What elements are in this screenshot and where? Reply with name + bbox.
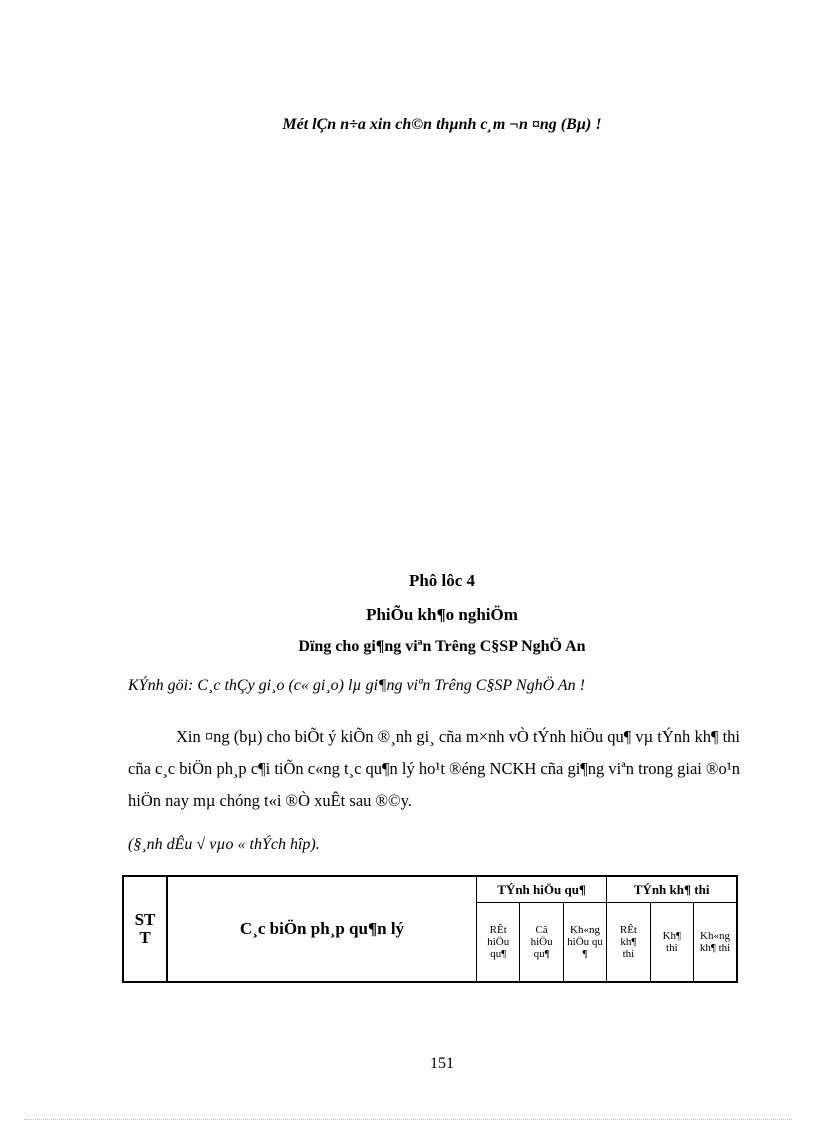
instruction: (§¸nh dÊu √ vµo « thÝch hîp). <box>128 836 320 853</box>
column-stt: STT <box>123 876 167 982</box>
table-header-row <box>123 876 737 903</box>
form-subtitle: Dïng cho gi¶ng viªn Trêng C§SP NghÖ An <box>298 638 586 655</box>
column-measures: C¸c biÖn ph¸p qu¶n lý <box>167 876 477 982</box>
greeting: KÝnh göi: C¸c thÇy gi¸o (c« gi¸o) lµ gi¶ng viªn Trêng C§SP NghÖ An ! <box>128 677 585 694</box>
option-very-effective: RÊt hiÖu qu¶ <box>477 903 520 983</box>
option-feasible: Kh¶ thi <box>650 903 693 983</box>
footer-divider <box>24 1119 792 1120</box>
survey-table <box>122 875 738 983</box>
option-not-effective: Kh«ng hiÖu qu¶ <box>563 903 606 983</box>
option-not-feasible: Kh«ng kh¶ thi <box>694 903 737 983</box>
form-title: PhiÕu kh¶o nghiÖm <box>366 605 518 624</box>
intro-paragraph: Xin ¤ng (bµ) cho biÕt ý kiÕn ®¸nh gi¸ cña m×nh vÒ tÝnh hiÖu qu¶ vµ tÝnh kh¶ thi cña c¸c biÖn ph¸p c¶i tiÕn c«ng t¸c qu¶n lý ho¹t ®éng NCKH cña gi¶ng viªn trong giai ®o¹n hiÖn nay mµ chóng t«i ®Ò xuÊt sau ®©y. <box>128 727 740 810</box>
page-number: 151 <box>430 1055 454 1072</box>
group-effectiveness: TÝnh hiÖu qu¶ <box>477 876 607 903</box>
appendix-title: Phô lôc 4 <box>408 571 476 590</box>
option-effective: Cã hiÖu qu¶ <box>520 903 563 983</box>
group-feasibility: TÝnh kh¶ thi <box>607 876 737 903</box>
closing-thanks: Mét lÇn n÷a xin ch©n thµnh c¸m ¬n ¤ng (Bµ) ! <box>282 116 602 133</box>
option-very-feasible: RÊt kh¶ thi <box>607 903 650 983</box>
